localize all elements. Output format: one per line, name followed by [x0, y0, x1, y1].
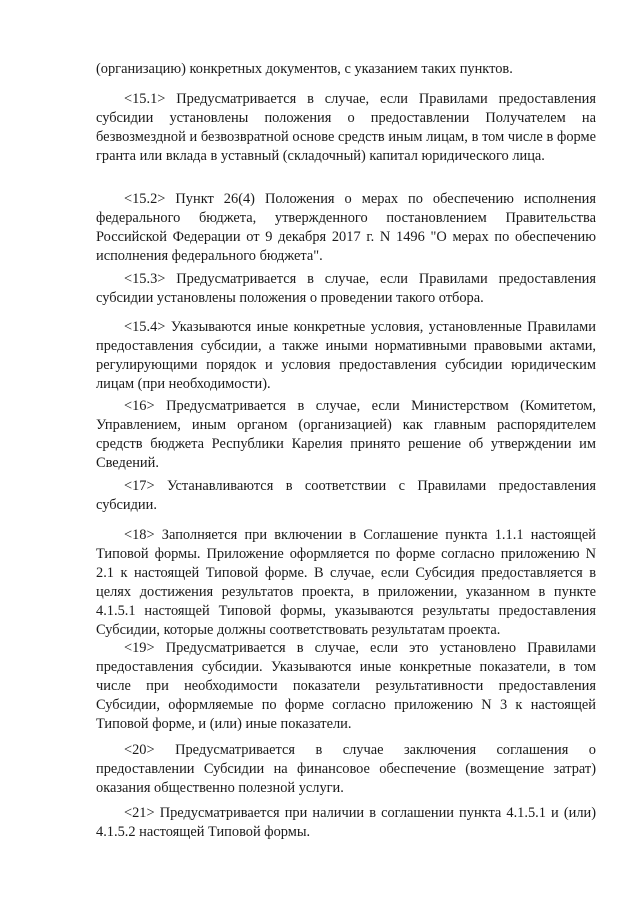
footnote-15-4: <15.4> Указываются иные конкретные условия, установленные Правилами предоставления субсидии, а также иными нормативными правовыми актами, регулирующими порядок и условия предоставления субсидии юридическим лицам (при необходимости). — [96, 319, 596, 392]
footnote-20: <20> Предусматривается в случае заключения соглашения о предоставлении Субсидии на финансовое обеспечение (возмещение затрат) оказания общественно полезной услуги. — [96, 742, 596, 796]
footnote-17: <17> Устанавливаются в соответствии с Правилами предоставления субсидии. — [96, 478, 596, 513]
intro-line: (организацию) конкретных документов, с указанием таких пунктов. — [96, 61, 513, 77]
footnote-15-3: <15.3> Предусматривается в случае, если Правилами предоставления субсидии установлены положения о проведении такого отбора. — [96, 271, 596, 306]
footnote-18: <18> Заполняется при включении в Соглашение пункта 1.1.1 настоящей Типовой формы. Приложение оформляется по форме согласно приложению N 2.1 к настоящей Типовой форме. В случае, если Субсидия предоставляется в целях достижения результатов проекта, в приложении, указанном в пункте 4.1.5.1 настоящей Типовой формы, указываются результаты предоставления Субсидии, которые должны соответствовать результатам проекта. — [96, 527, 596, 638]
footnote-16: <16> Предусматривается в случае, если Министерством (Комитетом, Управлением, иным органом (организацией) как главным распорядителем средств бюджета Республики Карелия принято решение об утверждении им Сведений. — [96, 398, 596, 471]
footnote-21: <21> Предусматривается при наличии в соглашении пункта 4.1.5.1 и (или) 4.1.5.2 настоящей Типовой формы. — [96, 805, 596, 840]
footnote-19: <19> Предусматривается в случае, если это установлено Правилами предоставления субсидии. Указываются иные конкретные показатели, в том числе при необходимости показатели результативности предоставления Субсидии, оформляемые по форме согласно приложению N 3 к настоящей Типовой форме, и (или) иные показатели. — [96, 640, 596, 732]
footnote-15-1: <15.1> Предусматривается в случае, если Правилами предоставления субсидии установлены положения о предоставлении Получателем на безвозмездной и безвозвратной основе средств иным лицам, в том числе в форме гранта или вклада в уставный (складочный) капитал юридического лица. — [96, 91, 596, 164]
footnote-15-2: <15.2> Пункт 26(4) Положения о мерах по обеспечению исполнения федерального бюджета, утвержденного постановлением Правительства Российской Федерации от 9 декабря 2017 г. N 1496 "О мерах по обеспечению исполнения федерального бюджета". — [96, 191, 596, 264]
